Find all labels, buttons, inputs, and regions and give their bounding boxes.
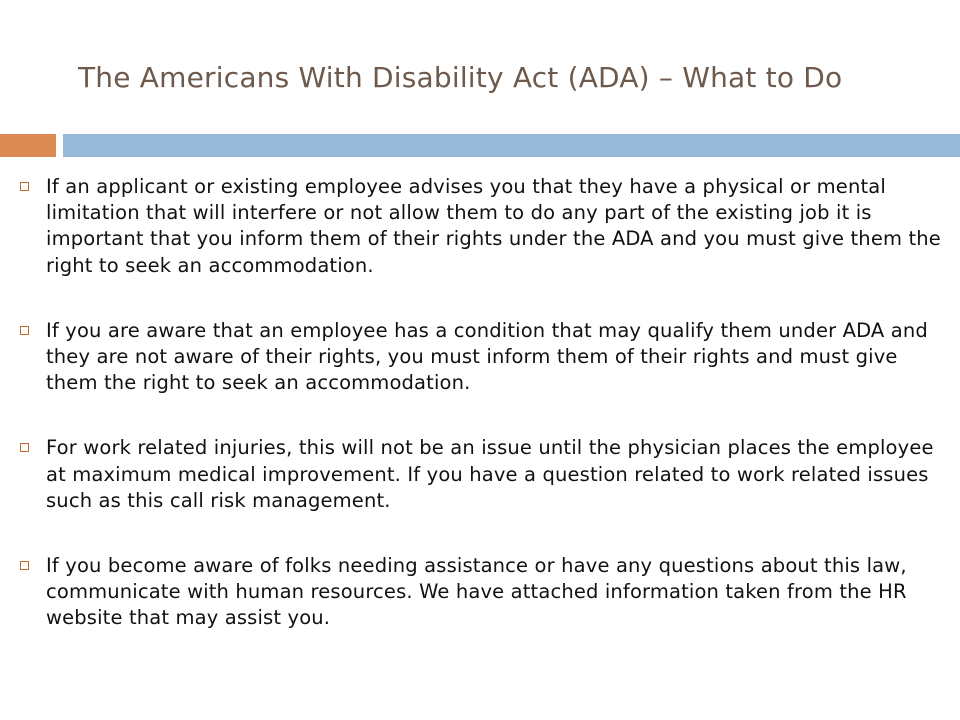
hollow-square-icon	[20, 443, 29, 452]
bullet-text: If an applicant or existing employee advises you that they have a physical or mental limitation that will interfere or not allow them to do any part of the existing job it is important that you inform them of their rights under the ADA and you must give them the right to seek an accommodation.	[46, 175, 941, 277]
hollow-square-icon	[20, 326, 29, 335]
hollow-square-icon	[20, 182, 29, 191]
header-bar	[63, 134, 960, 157]
bullet-text: For work related injuries, this will not be an issue until the physician places the employee at maximum medical improvement. If you have a question related to work related issues such as this call risk management.	[46, 436, 934, 512]
bullet-item	[20, 553, 950, 632]
accent-bar	[0, 134, 56, 157]
bullet-text: If you become aware of folks needing assistance or have any questions about this law, communicate with human resources. We have attached information taken from the HR website that may assist you.	[46, 554, 907, 630]
bullet-list	[20, 174, 950, 632]
bullet-item	[20, 318, 950, 397]
bullet-item	[20, 435, 950, 514]
slide-title: The Americans With Disability Act (ADA) – What to Do	[78, 61, 843, 94]
hollow-square-icon	[20, 561, 29, 570]
bullet-text: If you are aware that an employee has a condition that may qualify them under ADA and they are not aware of their rights, you must inform them of their rights and must give them the right to seek an accommodation.	[46, 318, 928, 395]
bullet-item	[20, 174, 950, 279]
